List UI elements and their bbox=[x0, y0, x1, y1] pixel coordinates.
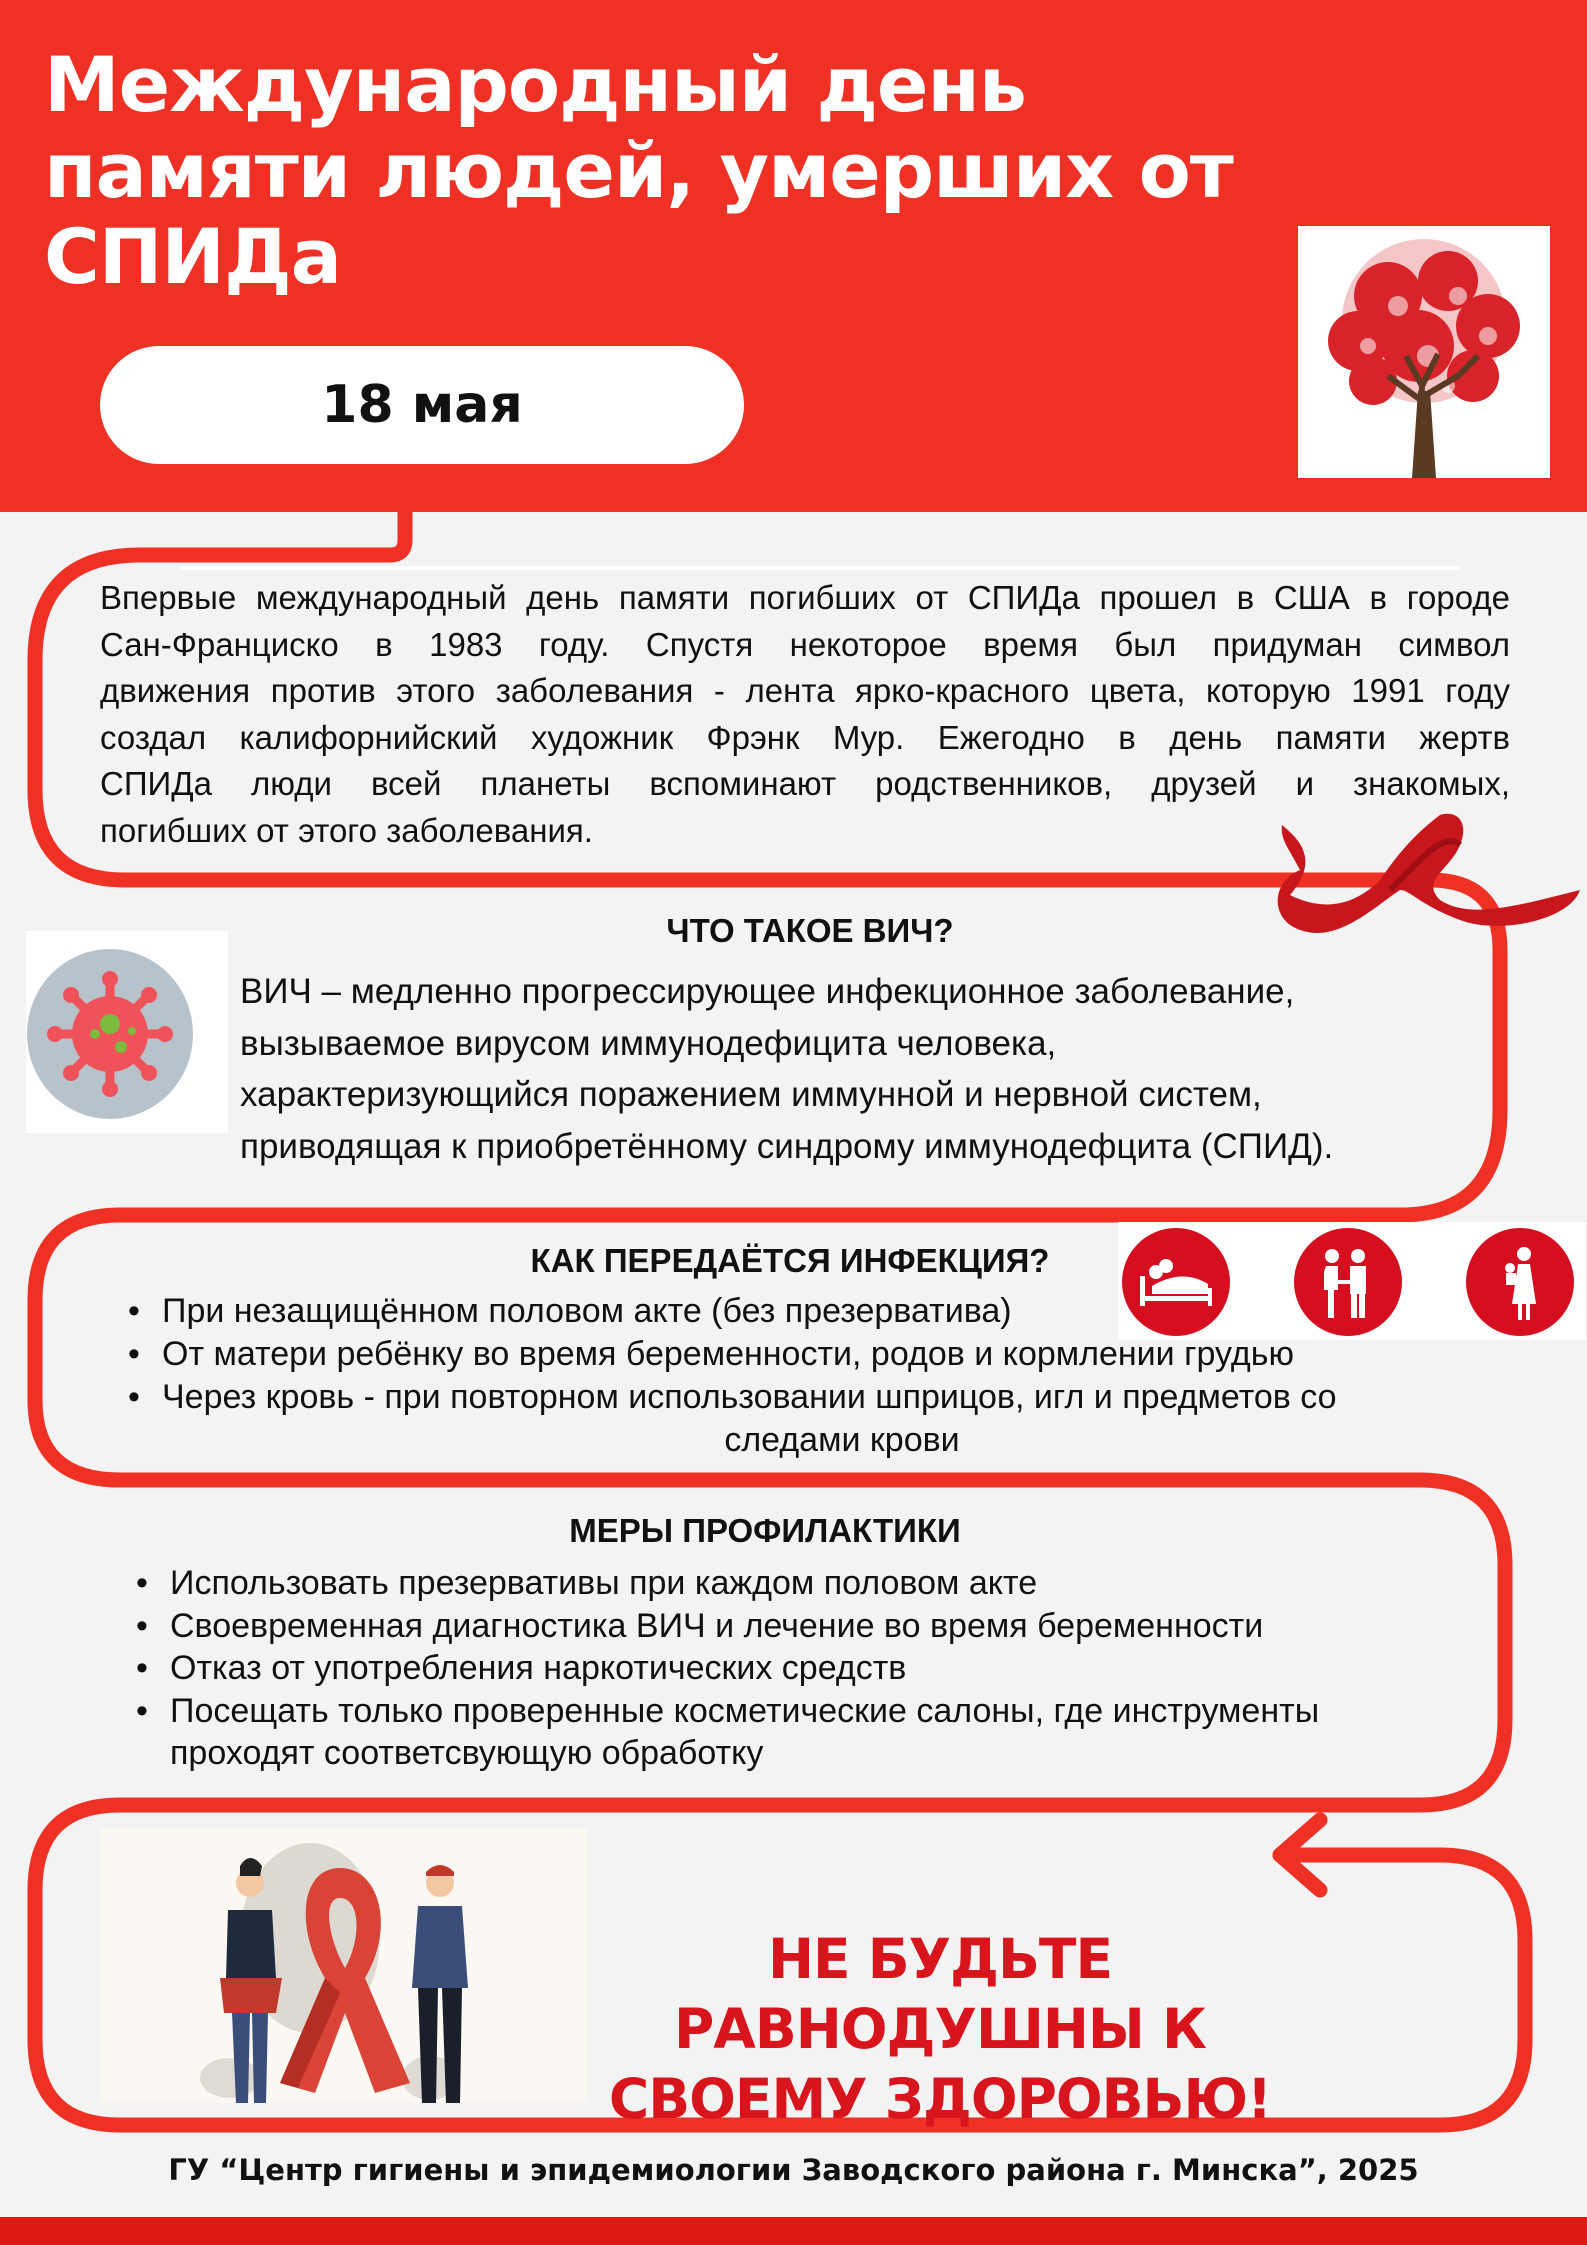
intro-line: Сан-Франциско в 1983 году. Спустя некоторое время был придуман символ bbox=[100, 625, 1510, 663]
transmission-list bbox=[128, 1290, 1508, 1462]
hiv-heading: ЧТО ТАКОЕ ВИЧ? bbox=[666, 912, 954, 949]
virus-icon bbox=[26, 931, 228, 1133]
intro-line: Впервые международный день памяти погибших от СПИДа прошел в США в городе bbox=[100, 579, 1510, 616]
intro-line: движения против этого заболевания - лента ярко-красного цвета, которую 1991 году bbox=[100, 672, 1510, 709]
people-with-red-ribbon-illustration bbox=[100, 1828, 587, 2103]
hiv-line: приводящая к приобретённому синдрому иммунодефцита (СПИД). bbox=[240, 1126, 1334, 1166]
hiv-description bbox=[240, 966, 1500, 1172]
slogan-text bbox=[540, 1924, 1340, 2134]
transmission-item: • При незащищённом половом акте (без презерватива) bbox=[128, 1290, 1508, 1333]
ribbon-tree-icon bbox=[1298, 226, 1550, 478]
transmission-item: • Через кровь - при повторном использовании шприцов, игл и предметов со bbox=[128, 1376, 1508, 1419]
prevention-item: • Посещать только проверенные косметические салоны, где инструменты bbox=[136, 1690, 1516, 1733]
title-line: памяти людей, умерших от bbox=[44, 126, 1233, 215]
title-line: Международный день bbox=[44, 40, 1026, 129]
intro-line: СПИДа люди всей планеты вспоминают родственников, друзей и знакомых, bbox=[100, 765, 1510, 802]
arrow-head-icon bbox=[1280, 1820, 1320, 1890]
prevention-item: • Своевременная диагностика ВИЧ и лечение во время беременности bbox=[136, 1605, 1516, 1648]
transmission-item-continuation: следами крови bbox=[724, 1421, 960, 1459]
prevention-item: • Отказ от употребления наркотических средств bbox=[136, 1647, 1516, 1690]
hiv-line: характеризующийся поражением иммунной и нервной систем, bbox=[240, 1075, 1262, 1114]
prevention-heading: МЕРЫ ПРОФИЛАКТИКИ bbox=[569, 1512, 961, 1549]
footer-credit: ГУ “Центр гигиены и эпидемиологии Заводского района г. Минска”, 2025 bbox=[168, 2153, 1419, 2187]
intro-paragraph bbox=[100, 575, 1510, 854]
hiv-line: ВИЧ – медленно прогрессирующее инфекционное заболевание, bbox=[240, 972, 1295, 1011]
page-title bbox=[44, 42, 1284, 300]
bottom-bar bbox=[0, 2217, 1587, 2245]
hiv-line: вызываемое вирусом иммунодефицита человека, bbox=[240, 1023, 1057, 1063]
slogan-line: НЕ БУДЬТЕ РАВНОДУШНЫ К bbox=[673, 1927, 1207, 2061]
prevention-item-continuation: проходят соответсвующую обработку bbox=[170, 1734, 764, 1772]
transmission-heading: КАК ПЕРЕДАЁТСЯ ИНФЕКЦИЯ? bbox=[530, 1242, 1050, 1279]
intro-line: создал калифорнийский художник Фрэнк Мур. Ежегодно в день памяти жертв bbox=[100, 718, 1510, 756]
date-text: 18 мая bbox=[321, 375, 523, 435]
title-line: СПИДа bbox=[44, 212, 341, 301]
header-banner bbox=[0, 0, 1587, 512]
transmission-item: • От матери ребёнку во время беременности, родов и кормлении грудью bbox=[128, 1333, 1508, 1376]
date-badge bbox=[100, 346, 744, 464]
intro-line: погибших от этого заболевания. bbox=[100, 811, 593, 849]
prevention-item: • Использовать презервативы при каждом половом акте bbox=[136, 1562, 1516, 1605]
prevention-list bbox=[136, 1562, 1516, 1775]
slogan-line: СВОЕМУ ЗДОРОВЬЮ! bbox=[608, 2067, 1272, 2131]
